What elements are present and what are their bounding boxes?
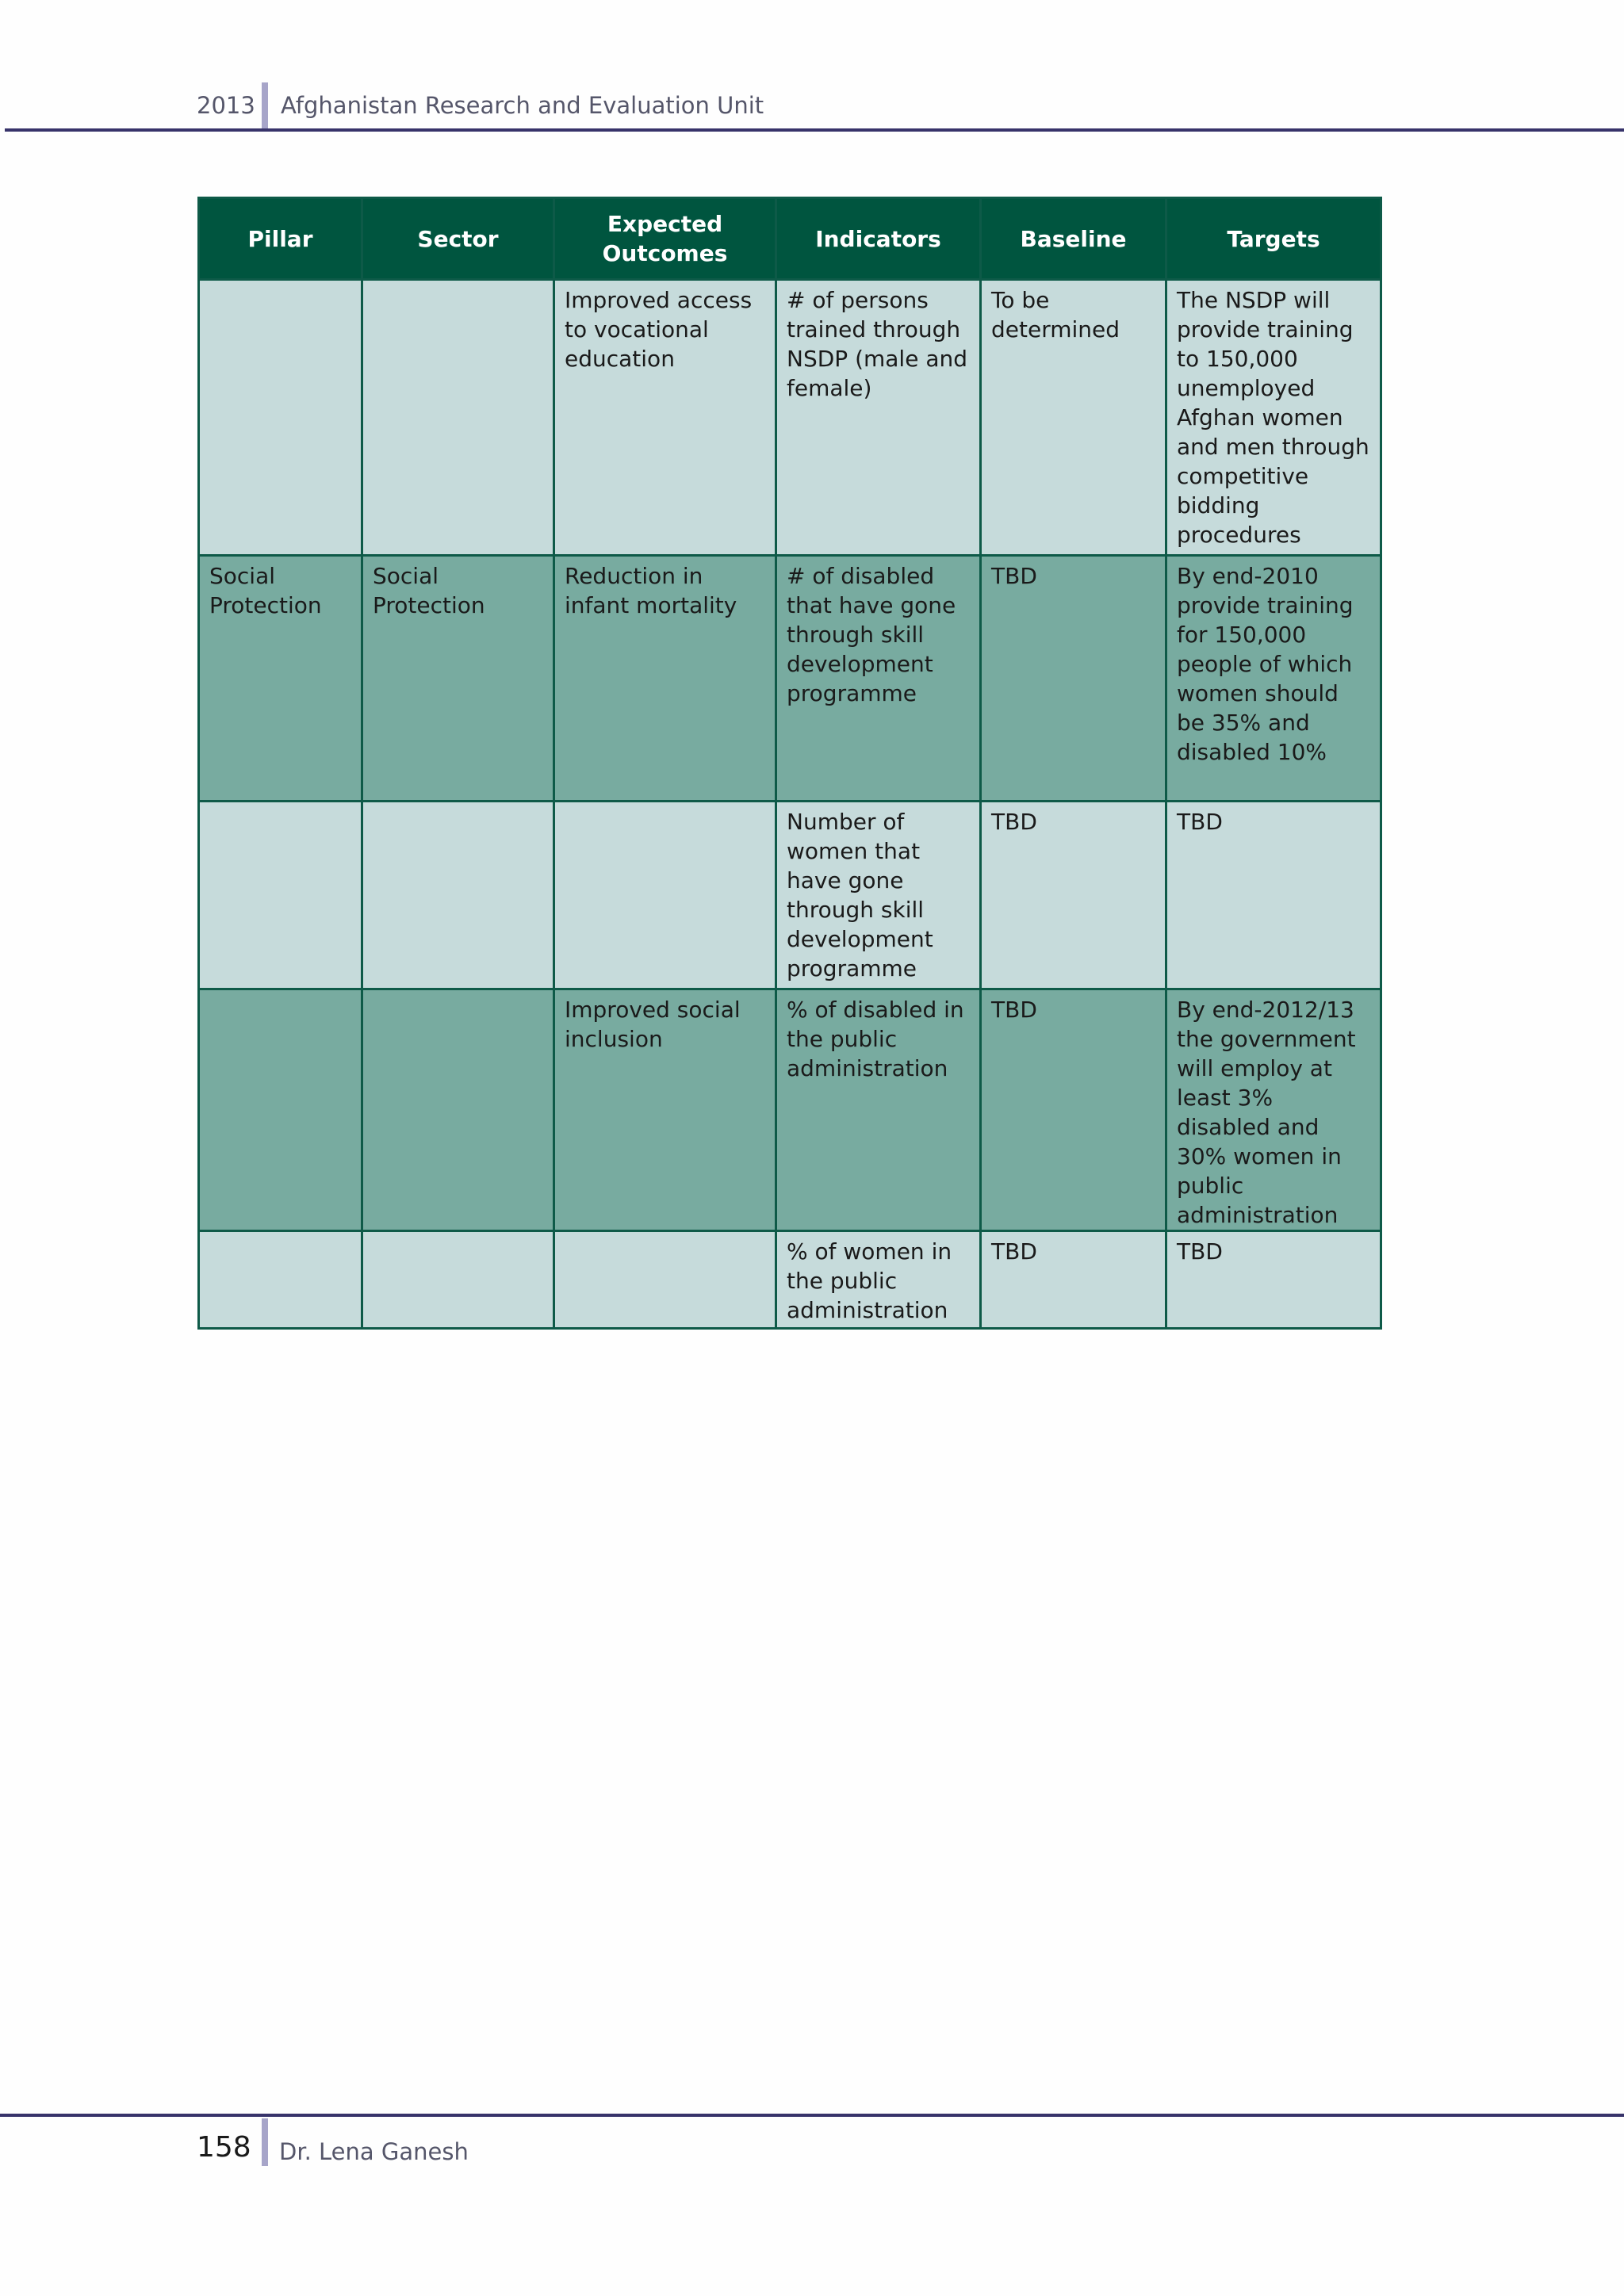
cell-indicator: # of persons trained through NSDP (male and female) — [776, 280, 981, 556]
cell-sector — [362, 1231, 554, 1329]
cell-pillar — [199, 802, 362, 989]
cell-expected-outcome: Improved social inclusion — [554, 989, 776, 1231]
header-divider — [262, 82, 268, 130]
cell-baseline: To be determined — [981, 280, 1166, 556]
column-header-baseline: Baseline — [981, 198, 1166, 280]
table-row — [199, 1231, 1381, 1329]
cell-sector — [362, 802, 554, 989]
column-header-expected-outcomes: Expected Outcomes — [554, 198, 776, 280]
cell-pillar: Social Protection — [199, 556, 362, 802]
cell-indicator: % of disabled in the public administration — [776, 989, 981, 1231]
cell-expected-outcome — [554, 802, 776, 989]
cell-pillar — [199, 1231, 362, 1329]
footer-divider — [262, 2118, 268, 2166]
page-number: 158 — [197, 2131, 251, 2164]
cell-baseline: TBD — [981, 1231, 1166, 1329]
table-header-row — [199, 198, 1381, 280]
cell-sector: Social Protection — [362, 556, 554, 802]
cell-indicator: % of women in the public administration — [776, 1231, 981, 1329]
table-row — [199, 989, 1381, 1231]
cell-pillar — [199, 989, 362, 1231]
cell-target: By end-2012/13 the government will employ at least 3% disabled and 30% women in public administration — [1166, 989, 1381, 1231]
footer-rule — [0, 2114, 1624, 2117]
cell-sector — [362, 280, 554, 556]
cell-expected-outcome: Reduction in infant mortality — [554, 556, 776, 802]
cell-indicator: # of disabled that have gone through skill development programme — [776, 556, 981, 802]
table-row — [199, 802, 1381, 989]
cell-baseline: TBD — [981, 802, 1166, 989]
cell-target: By end-2010 provide training for 150,000 people of which women should be 35% and disabled 10% — [1166, 556, 1381, 802]
cell-baseline: TBD — [981, 556, 1166, 802]
indicators-table — [197, 197, 1382, 1330]
header-year: 2013 — [197, 92, 255, 119]
cell-target: TBD — [1166, 802, 1381, 989]
cell-expected-outcome: Improved access to vocational education — [554, 280, 776, 556]
cell-baseline: TBD — [981, 989, 1166, 1231]
cell-pillar — [199, 280, 362, 556]
column-header-pillar: Pillar — [199, 198, 362, 280]
column-header-targets: Targets — [1166, 198, 1381, 280]
cell-indicator: Number of women that have gone through skill development programme — [776, 802, 981, 989]
cell-expected-outcome — [554, 1231, 776, 1329]
footer-author: Dr. Lena Ganesh — [279, 2138, 469, 2165]
header-rule — [5, 128, 1624, 132]
table-row — [199, 280, 1381, 556]
page-header — [0, 79, 1624, 135]
column-header-indicators: Indicators — [776, 198, 981, 280]
cell-sector — [362, 989, 554, 1231]
cell-target: TBD — [1166, 1231, 1381, 1329]
header-organization: Afghanistan Research and Evaluation Unit — [281, 92, 764, 119]
cell-target: The NSDP will provide training to 150,000 unemployed Afghan women and men through competitive bidding procedures — [1166, 280, 1381, 556]
column-header-sector: Sector — [362, 198, 554, 280]
table-row — [199, 556, 1381, 802]
